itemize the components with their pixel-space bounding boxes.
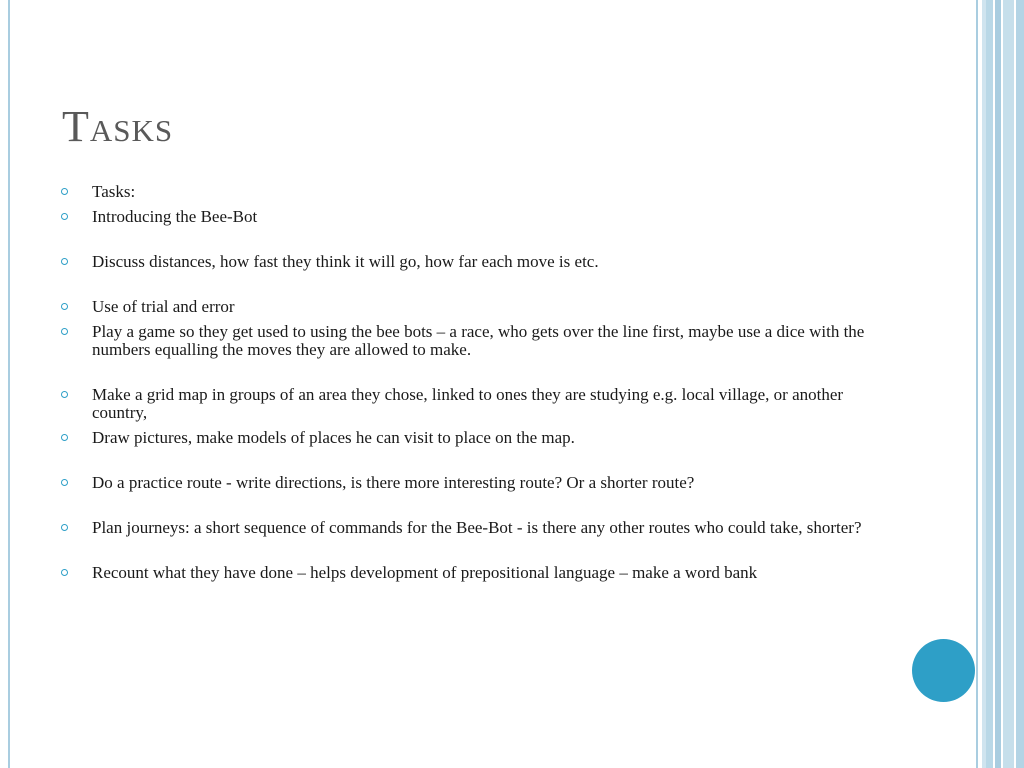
- right-stripe: [1016, 0, 1024, 768]
- bullet-list: [92, 183, 892, 589]
- bullet-item: [92, 519, 892, 537]
- left-border-line: [8, 0, 10, 768]
- bullet-text: Play a game so they get used to using the bee bots – a race, who gets over the line first, maybe use a dice with the numbers equalling the moves they are allowed to make.: [92, 322, 865, 359]
- bullet-text: Draw pictures, make models of places he can visit to place on the map.: [92, 428, 575, 447]
- bullet-circle-icon: [61, 391, 68, 398]
- bullet-item: [92, 474, 892, 492]
- bullet-text: Tasks:: [92, 182, 136, 201]
- bullet-text: Do a practice route - write directions, is there more interesting route? Or a shorter route?: [92, 473, 695, 492]
- right-stripe: [995, 0, 1001, 768]
- bullet-item: [92, 386, 892, 422]
- bullet-text: Plan journeys: a short sequence of commands for the Bee-Bot - is there any other routes who could take, shorter?: [92, 518, 862, 537]
- right-stripe: [1003, 0, 1014, 768]
- bullet-text: Use of trial and error: [92, 297, 235, 316]
- right-stripe: [986, 0, 993, 768]
- decorative-circle: [912, 639, 975, 702]
- bullet-circle-icon: [61, 524, 68, 531]
- bullet-item: [92, 564, 892, 582]
- bullet-text: Make a grid map in groups of an area they chose, linked to ones they are studying e.g. local village, or another country,: [92, 385, 844, 422]
- bullet-item: [92, 183, 892, 201]
- bullet-circle-icon: [61, 479, 68, 486]
- bullet-item: [92, 298, 892, 316]
- slide-title: Tasks: [62, 102, 174, 151]
- bullet-item: [92, 208, 892, 226]
- bullet-text: Introducing the Bee-Bot: [92, 207, 258, 226]
- bullet-item: [92, 429, 892, 447]
- bullet-text: Discuss distances, how fast they think it will go, how far each move is etc.: [92, 252, 599, 271]
- bullet-circle-icon: [61, 213, 68, 220]
- bullet-item: [92, 323, 892, 359]
- bullet-text: Recount what they have done – helps development of prepositional language – make a word bank: [92, 563, 758, 582]
- bullet-circle-icon: [61, 569, 68, 576]
- bullet-circle-icon: [61, 258, 68, 265]
- right-border-line: [976, 0, 978, 768]
- bullet-circle-icon: [61, 434, 68, 441]
- bullet-circle-icon: [61, 303, 68, 310]
- bullet-item: [92, 253, 892, 271]
- bullet-circle-icon: [61, 328, 68, 335]
- bullet-circle-icon: [61, 188, 68, 195]
